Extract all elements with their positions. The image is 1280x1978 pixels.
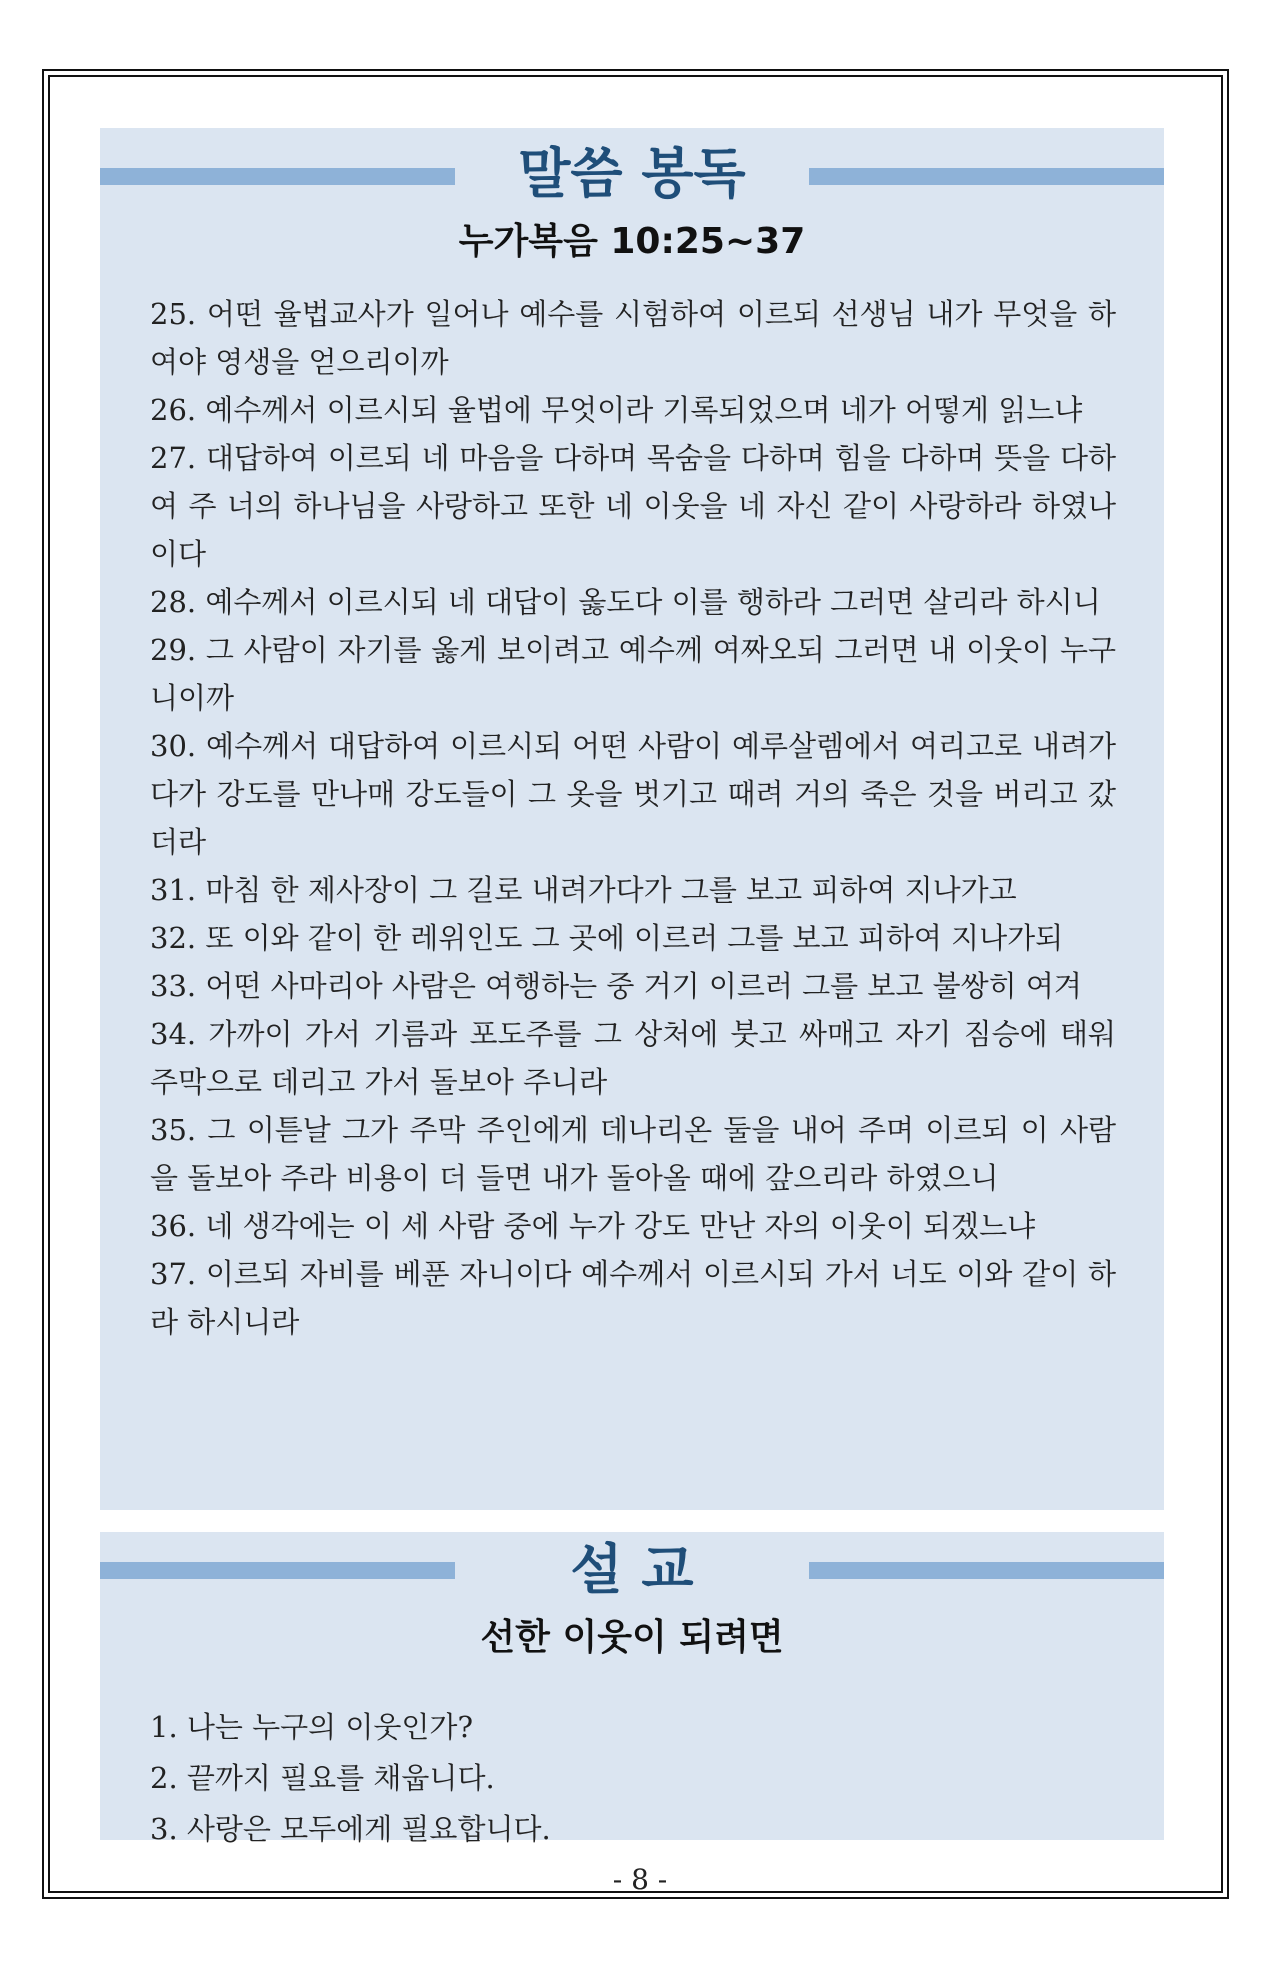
- passage-reference: 누가복음 10:25~37: [458, 221, 806, 262]
- verse: 34. 가까이 가서 기름과 포도주를 그 상처에 붓고 싸매고 자기 짐승에 태워 주막으로 데리고 가서 돌보아 주니라: [150, 1017, 1116, 1099]
- sermon-points: [150, 1702, 1116, 1855]
- verse: 26. 예수께서 이르시되 율법에 무엇이라 기록되었으며 네가 어떻게 읽느냐: [150, 393, 1083, 427]
- verse-list: [150, 290, 1116, 1346]
- verse: 31. 마침 한 제사장이 그 길로 내려가다가 그를 보고 피하여 지나가고: [150, 873, 1017, 907]
- sermon-point: 3. 사랑은 모두에게 필요합니다.: [150, 1812, 551, 1846]
- verse: 32. 또 이와 같이 한 레위인도 그 곳에 이르러 그를 보고 피하여 지나가되: [150, 921, 1064, 955]
- verse: 33. 어떤 사마리아 사람은 여행하는 중 거기 이르러 그를 보고 불쌍히 여겨: [150, 969, 1082, 1003]
- sermon-subtitle: 선한 이웃이 되려면: [480, 1617, 784, 1658]
- reading-title: 말씀 봉독: [518, 142, 746, 205]
- sermon-point: 1. 나는 누구의 이웃인가?: [150, 1710, 473, 1744]
- verse: 25. 어떤 율법교사가 일어나 예수를 시험하여 이르되 선생님 내가 무엇을 하여야 영생을 얻으리이까: [150, 297, 1116, 379]
- verse: 30. 예수께서 대답하여 이르시되 어떤 사람이 예루살렘에서 여리고로 내려가다가 강도를 만나매 강도들이 그 옷을 벗기고 때려 거의 죽은 것을 버리고 갔더라: [150, 729, 1116, 859]
- verse: 29. 그 사람이 자기를 옳게 보이려고 예수께 여짜오되 그러면 내 이웃이 누구니이까: [150, 633, 1116, 715]
- verse: 27. 대답하여 이르되 네 마음을 다하며 목숨을 다하며 힘을 다하며 뜻을 다하여 주 너의 하나님을 사랑하고 또한 네 이웃을 네 자신 같이 사랑하라 하였나이다: [150, 441, 1116, 571]
- verse: 28. 예수께서 이르시되 네 대답이 옳도다 이를 행하라 그러면 살리라 하시니: [150, 585, 1101, 619]
- sermon-section: [100, 1532, 1164, 1846]
- verse: 36. 네 생각에는 이 세 사람 중에 누가 강도 만난 자의 이웃이 되겠느냐: [150, 1209, 1036, 1243]
- verse: 37. 이르되 자비를 베푼 자니이다 예수께서 이르시되 가서 너도 이와 같이 하라 하시니라: [150, 1257, 1116, 1339]
- scripture-reading-section: [100, 128, 1164, 1510]
- sermon-point: 2. 끝까지 필요를 채웁니다.: [150, 1761, 495, 1795]
- page-number: - 8 -: [612, 1863, 668, 1896]
- verse: 35. 그 이튿날 그가 주막 주인에게 데나리온 둘을 내어 주며 이르되 이 사람을 돌보아 주라 비용이 더 들면 내가 돌아올 때에 갚으리라 하였으니: [150, 1113, 1116, 1195]
- sermon-title: 설 교: [570, 1538, 694, 1601]
